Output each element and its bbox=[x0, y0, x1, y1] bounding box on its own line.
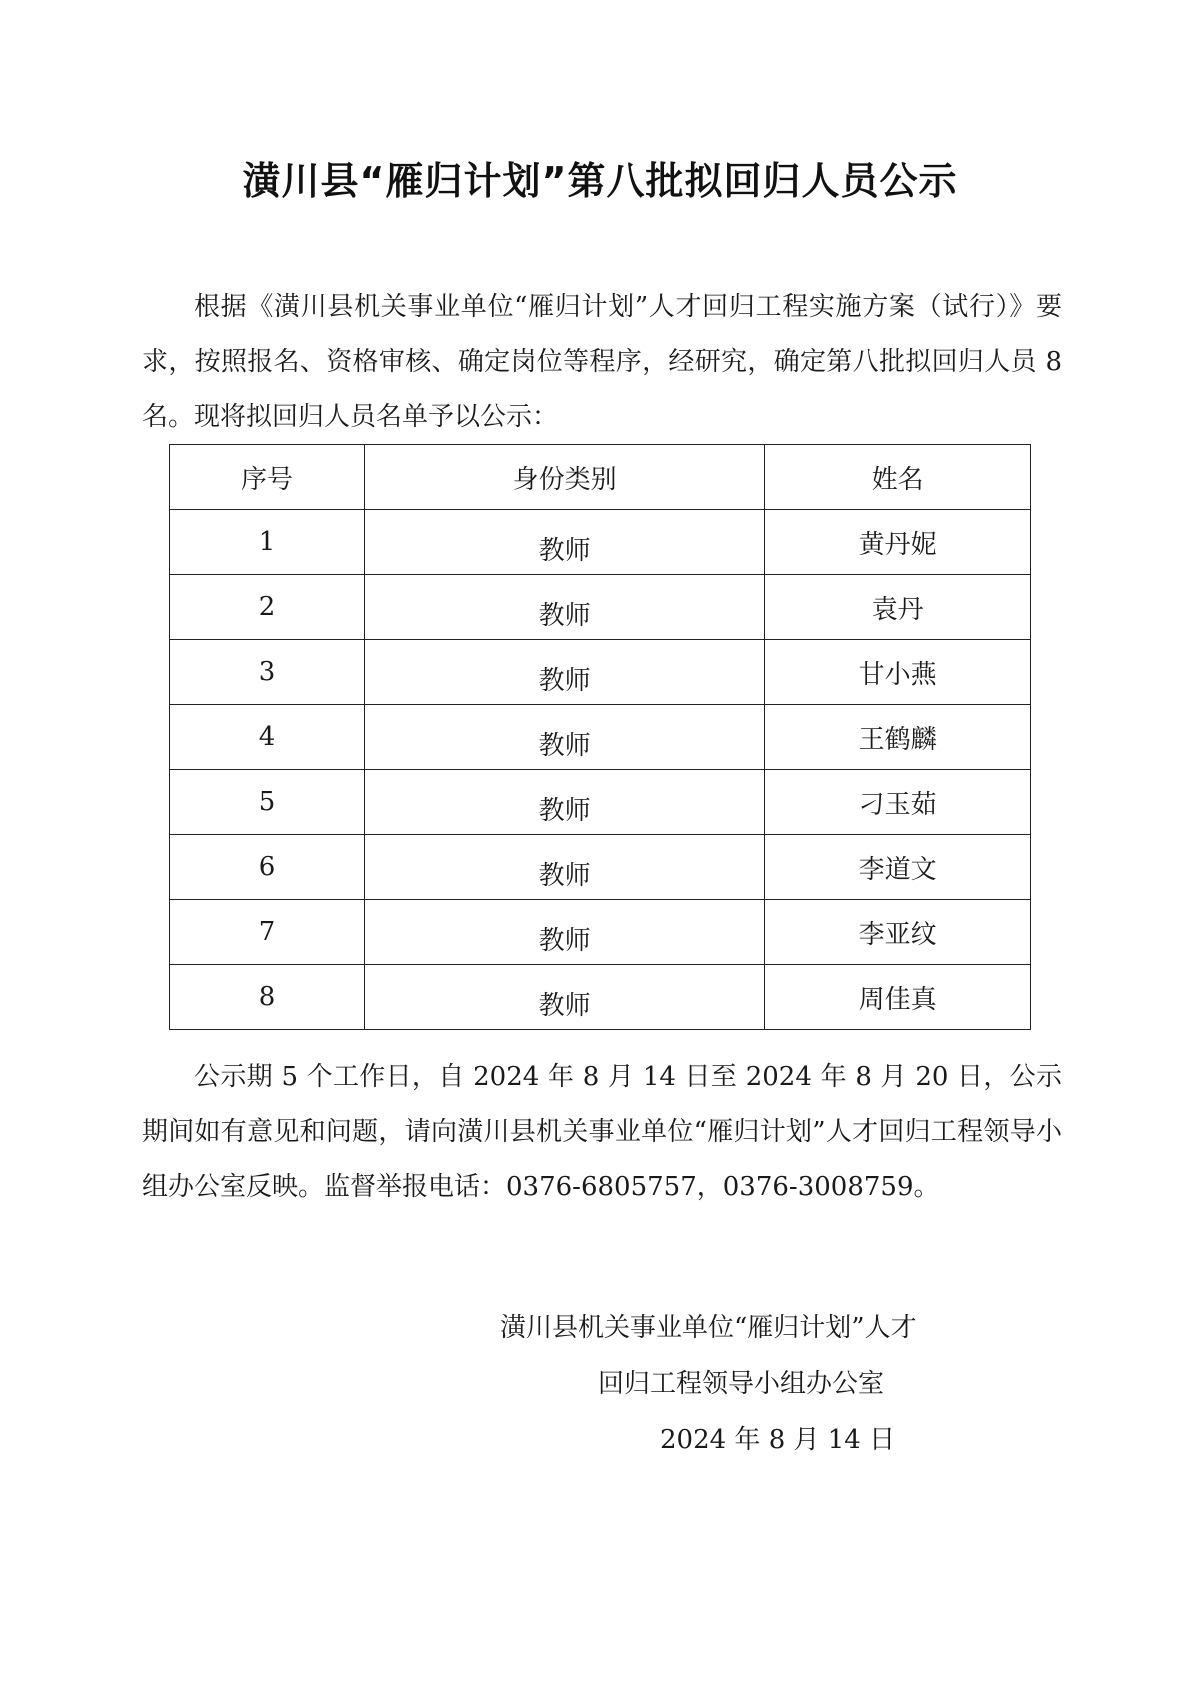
signature-org-line-1: 潢川县机关事业单位“雁归计划”人才 bbox=[500, 1313, 917, 1343]
table-row bbox=[170, 575, 1031, 640]
row-category: 教师 bbox=[538, 925, 591, 956]
table-row bbox=[170, 640, 1031, 705]
row-name: 李道文 bbox=[765, 835, 1031, 900]
row-name: 袁丹 bbox=[765, 575, 1031, 640]
header-name: 姓名 bbox=[765, 445, 1031, 510]
row-category: 教师 bbox=[538, 795, 591, 826]
signature-date: 2024 年 8 月 14 日 bbox=[660, 1425, 896, 1455]
row-category-cell bbox=[365, 900, 765, 965]
table-row bbox=[170, 770, 1031, 835]
table-row bbox=[170, 900, 1031, 965]
header-category: 身份类别 bbox=[365, 445, 765, 510]
row-number: 2 bbox=[170, 575, 365, 640]
row-number: 3 bbox=[170, 640, 365, 705]
table-header-row bbox=[170, 445, 1031, 510]
row-category: 教师 bbox=[538, 600, 591, 631]
row-category: 教师 bbox=[538, 535, 591, 566]
row-name: 甘小燕 bbox=[765, 640, 1031, 705]
document-title: 潢川县“雁归计划”第八批拟回归人员公示 bbox=[242, 159, 958, 203]
row-category-cell bbox=[365, 835, 765, 900]
row-number: 4 bbox=[170, 705, 365, 770]
row-number: 1 bbox=[170, 510, 365, 575]
row-category-cell bbox=[365, 640, 765, 705]
row-name: 刁玉茹 bbox=[765, 770, 1031, 835]
roster-table bbox=[169, 444, 1031, 1030]
row-name: 王鹤麟 bbox=[765, 705, 1031, 770]
row-category: 教师 bbox=[538, 990, 591, 1021]
table-row bbox=[170, 510, 1031, 575]
header-number: 序号 bbox=[170, 445, 365, 510]
notice-paragraph: 公示期 5 个工作日，自 2024 年 8 月 14 日至 2024 年 8 月 20 日，公示期间如有意见和问题，请向潢川县机关事业单位“雁归计划”人才回归工程领导小组办公室反映。监督举报电话：0376-6805757，0376-3008759。 bbox=[142, 1062, 1062, 1202]
row-category-cell bbox=[365, 575, 765, 640]
row-number: 6 bbox=[170, 835, 365, 900]
intro-paragraph: 根据《潢川县机关事业单位“雁归计划”人才回归工程实施方案（试行）》要求，按照报名、资格审核、确定岗位等程序，经研究，确定第八批拟回归人员 8 名。现将拟回归人员名单予以公示： bbox=[142, 292, 1062, 432]
row-number: 7 bbox=[170, 900, 365, 965]
row-category: 教师 bbox=[538, 730, 591, 761]
row-category-cell bbox=[365, 705, 765, 770]
row-number: 8 bbox=[170, 965, 365, 1030]
row-name: 黄丹妮 bbox=[765, 510, 1031, 575]
row-number: 5 bbox=[170, 770, 365, 835]
row-name: 周佳真 bbox=[765, 965, 1031, 1030]
table-row bbox=[170, 835, 1031, 900]
row-category: 教师 bbox=[538, 860, 591, 891]
row-category-cell bbox=[365, 510, 765, 575]
row-category-cell bbox=[365, 770, 765, 835]
row-name: 李亚纹 bbox=[765, 900, 1031, 965]
signature-org-line-2: 回归工程领导小组办公室 bbox=[598, 1369, 885, 1399]
row-category-cell bbox=[365, 965, 765, 1030]
table-row bbox=[170, 705, 1031, 770]
table-row bbox=[170, 965, 1031, 1030]
row-category: 教师 bbox=[538, 665, 591, 696]
